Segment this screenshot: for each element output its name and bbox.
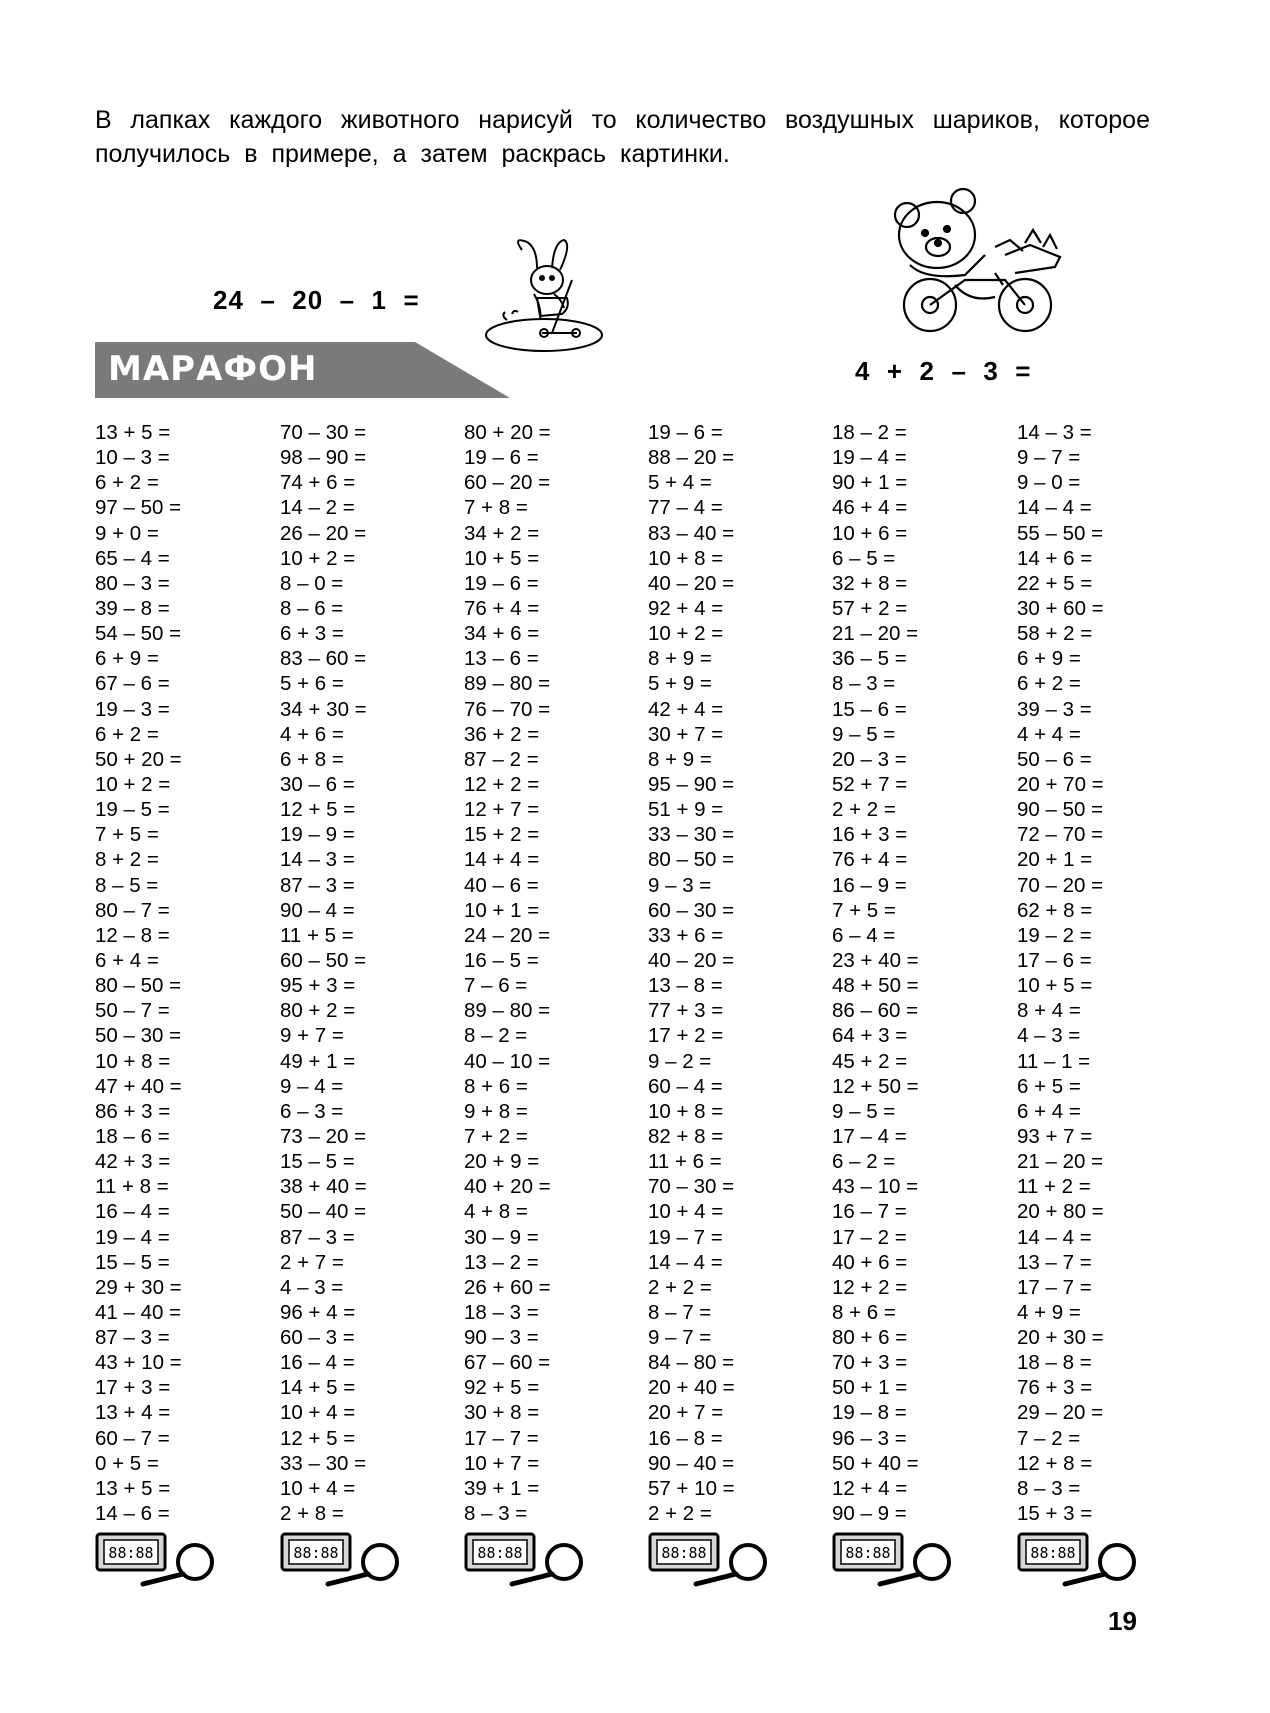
page-number: 19 bbox=[1108, 1606, 1137, 1636]
exercise: 8 + 2 = bbox=[95, 848, 159, 872]
exercise: 76 + 3 = bbox=[1017, 1376, 1093, 1400]
exercise: 20 + 40 = bbox=[648, 1376, 735, 1400]
exercise: 12 + 50 = bbox=[832, 1074, 919, 1098]
exercise: 14 – 6 = bbox=[95, 1502, 170, 1526]
exercise: 18 – 6 = bbox=[95, 1124, 170, 1148]
exercise: 50 + 1 = bbox=[832, 1376, 908, 1400]
exercise: 12 + 8 = bbox=[1017, 1451, 1093, 1475]
exercise: 0 + 5 = bbox=[95, 1451, 159, 1475]
exercise: 8 – 5 = bbox=[95, 873, 159, 897]
exercise: 15 + 3 = bbox=[1017, 1502, 1093, 1526]
exercise: 21 – 20 = bbox=[832, 622, 919, 646]
exercise: 40 – 20 = bbox=[648, 948, 735, 972]
exercise: 70 – 20 = bbox=[1017, 873, 1104, 897]
exercise: 9 – 7 = bbox=[1017, 446, 1081, 470]
exercise: 30 + 7 = bbox=[648, 722, 724, 746]
exercise: 16 – 5 = bbox=[464, 948, 539, 972]
exercise: 9 – 5 = bbox=[832, 722, 896, 746]
exercise: 20 + 7 = bbox=[648, 1401, 724, 1425]
exercise: 14 + 5 = bbox=[280, 1376, 356, 1400]
exercise: 50 – 40 = bbox=[280, 1200, 367, 1224]
exercise: 6 + 4 = bbox=[1017, 1099, 1081, 1123]
exercise: 13 + 4 = bbox=[95, 1401, 171, 1425]
exercise: 90 – 4 = bbox=[280, 898, 355, 922]
exercise: 7 + 2 = bbox=[464, 1124, 528, 1148]
exercise: 76 + 4 = bbox=[464, 596, 540, 620]
exercise: 9 + 8 = bbox=[464, 1099, 528, 1123]
exercise: 43 + 10 = bbox=[95, 1351, 182, 1375]
exercise: 8 – 0 = bbox=[280, 571, 344, 595]
exercise: 8 + 6 = bbox=[464, 1074, 528, 1098]
stopwatch-magnifier-icon bbox=[1017, 1532, 1142, 1587]
exercise: 49 + 1 = bbox=[280, 1049, 356, 1073]
exercise: 39 + 1 = bbox=[464, 1476, 540, 1500]
exercise: 76 + 4 = bbox=[832, 848, 908, 872]
exercise: 4 + 6 = bbox=[280, 722, 344, 746]
stopwatch-magnifier-icon bbox=[648, 1532, 773, 1587]
exercise: 4 – 3 = bbox=[280, 1275, 344, 1299]
exercise: 8 + 9 = bbox=[648, 647, 712, 671]
exercise: 41 – 40 = bbox=[95, 1300, 182, 1324]
exercise: 14 – 4 = bbox=[648, 1250, 723, 1274]
exercise: 57 + 10 = bbox=[648, 1476, 735, 1500]
exercise: 19 – 4 = bbox=[832, 446, 907, 470]
svg-text:88:88: 88:88 bbox=[477, 1544, 523, 1562]
bear-task: 4 + 2 – 3 = bbox=[855, 356, 1032, 386]
exercise: 8 + 4 = bbox=[1017, 999, 1081, 1023]
exercise: 95 + 3 = bbox=[280, 974, 356, 998]
exercise: 9 – 2 = bbox=[648, 1049, 712, 1073]
exercise: 14 – 2 = bbox=[280, 496, 355, 520]
exercise-column-5 bbox=[832, 420, 1012, 1526]
exercise: 12 + 2 = bbox=[832, 1275, 908, 1299]
exercise: 23 + 40 = bbox=[832, 948, 919, 972]
exercise: 87 – 2 = bbox=[464, 747, 539, 771]
exercise: 2 + 2 = bbox=[648, 1502, 712, 1526]
exercise: 62 + 8 = bbox=[1017, 898, 1093, 922]
exercise: 98 – 90 = bbox=[280, 446, 367, 470]
exercise: 92 + 5 = bbox=[464, 1376, 540, 1400]
exercise: 74 + 6 = bbox=[280, 471, 356, 495]
exercise: 26 – 20 = bbox=[280, 521, 367, 545]
exercise: 77 + 3 = bbox=[648, 999, 724, 1023]
exercise: 40 + 6 = bbox=[832, 1250, 908, 1274]
exercise: 12 + 5 = bbox=[280, 1426, 356, 1450]
exercise: 8 + 6 = bbox=[832, 1300, 896, 1324]
exercise: 6 + 9 = bbox=[1017, 647, 1081, 671]
exercise: 30 + 8 = bbox=[464, 1401, 540, 1425]
exercise: 36 + 2 = bbox=[464, 722, 540, 746]
exercise: 15 – 5 = bbox=[280, 1150, 355, 1174]
svg-text:88:88: 88:88 bbox=[845, 1544, 891, 1562]
exercise: 87 – 3 = bbox=[280, 873, 355, 897]
exercise: 6 – 5 = bbox=[832, 546, 896, 570]
section-title: МАРАФОН bbox=[108, 349, 318, 389]
exercise: 50 – 7 = bbox=[95, 999, 170, 1023]
exercise: 17 – 7 = bbox=[1017, 1275, 1092, 1299]
exercise: 9 – 5 = bbox=[832, 1099, 896, 1123]
exercise: 6 + 3 = bbox=[280, 622, 344, 646]
exercise: 13 – 7 = bbox=[1017, 1250, 1092, 1274]
exercise: 18 – 3 = bbox=[464, 1300, 539, 1324]
exercise: 6 – 4 = bbox=[832, 923, 896, 947]
exercise: 17 – 4 = bbox=[832, 1124, 907, 1148]
exercise: 83 – 40 = bbox=[648, 521, 735, 545]
exercise: 96 + 4 = bbox=[280, 1300, 356, 1324]
exercise: 70 + 3 = bbox=[832, 1351, 908, 1375]
exercise: 86 + 3 = bbox=[95, 1099, 171, 1123]
exercise: 58 + 2 = bbox=[1017, 622, 1093, 646]
exercise: 9 + 0 = bbox=[95, 521, 159, 545]
exercise: 34 + 30 = bbox=[280, 697, 367, 721]
svg-text:88:88: 88:88 bbox=[293, 1544, 339, 1562]
exercise: 80 – 3 = bbox=[95, 571, 170, 595]
exercise: 38 + 40 = bbox=[280, 1175, 367, 1199]
exercise: 17 – 2 = bbox=[832, 1225, 907, 1249]
exercise: 8 – 6 = bbox=[280, 596, 344, 620]
exercise: 89 – 80 = bbox=[464, 672, 551, 696]
exercise: 90 – 50 = bbox=[1017, 798, 1104, 822]
exercise: 8 – 3 = bbox=[464, 1502, 528, 1526]
exercise: 43 – 10 = bbox=[832, 1175, 919, 1199]
exercise: 10 – 3 = bbox=[95, 446, 170, 470]
exercise: 12 + 2 = bbox=[464, 772, 540, 796]
exercise: 8 – 7 = bbox=[648, 1300, 712, 1324]
exercise: 4 + 4 = bbox=[1017, 722, 1081, 746]
exercise: 80 + 2 = bbox=[280, 999, 356, 1023]
exercise: 80 + 20 = bbox=[464, 421, 551, 444]
exercise: 20 + 80 = bbox=[1017, 1200, 1104, 1224]
exercise: 42 + 4 = bbox=[648, 697, 724, 721]
exercise: 50 + 20 = bbox=[95, 747, 182, 771]
exercise: 14 – 4 = bbox=[1017, 1225, 1092, 1249]
exercise: 13 + 5 = bbox=[95, 421, 171, 444]
exercise: 36 – 5 = bbox=[832, 647, 907, 671]
exercise: 39 – 3 = bbox=[1017, 697, 1092, 721]
exercise: 13 + 5 = bbox=[95, 1476, 171, 1500]
exercise: 11 + 6 = bbox=[648, 1150, 722, 1174]
exercise: 19 – 4 = bbox=[95, 1225, 170, 1249]
exercise: 16 + 3 = bbox=[832, 823, 908, 847]
exercise: 39 – 8 = bbox=[95, 596, 170, 620]
exercise: 19 – 7 = bbox=[648, 1225, 723, 1249]
exercise: 64 + 3 = bbox=[832, 1024, 908, 1048]
exercise: 55 – 50 = bbox=[1017, 521, 1104, 545]
exercise: 4 + 9 = bbox=[1017, 1300, 1081, 1324]
exercise: 22 + 5 = bbox=[1017, 571, 1093, 595]
stopwatch-magnifier-icon bbox=[280, 1532, 405, 1587]
exercise: 17 – 6 = bbox=[1017, 948, 1092, 972]
exercise: 86 – 60 = bbox=[832, 999, 919, 1023]
svg-text:88:88: 88:88 bbox=[1030, 1544, 1076, 1562]
exercise: 90 + 1 = bbox=[832, 471, 908, 495]
exercise: 8 – 3 = bbox=[1017, 1476, 1081, 1500]
stopwatch-magnifier-icon bbox=[832, 1532, 957, 1587]
exercise: 5 + 4 = bbox=[648, 471, 712, 495]
exercise: 10 + 8 = bbox=[95, 1049, 171, 1073]
exercise: 16 – 4 = bbox=[280, 1351, 355, 1375]
exercise: 16 – 4 = bbox=[95, 1200, 170, 1224]
exercise: 80 – 50 = bbox=[95, 974, 182, 998]
exercise: 6 + 2 = bbox=[95, 471, 159, 495]
exercise: 17 – 7 = bbox=[464, 1426, 539, 1450]
exercise: 17 + 2 = bbox=[648, 1024, 724, 1048]
exercise: 50 + 40 = bbox=[832, 1451, 919, 1475]
exercise: 89 – 80 = bbox=[464, 999, 551, 1023]
exercise: 8 + 9 = bbox=[648, 747, 712, 771]
exercise: 10 + 4 = bbox=[280, 1401, 356, 1425]
exercise: 9 – 7 = bbox=[648, 1326, 712, 1350]
exercise: 33 – 30 = bbox=[280, 1451, 367, 1475]
exercise: 12 + 4 = bbox=[832, 1476, 908, 1500]
exercise: 32 + 8 = bbox=[832, 571, 908, 595]
exercise: 26 + 60 = bbox=[464, 1275, 551, 1299]
exercise: 6 – 2 = bbox=[832, 1150, 896, 1174]
exercise: 83 – 60 = bbox=[280, 647, 367, 671]
exercise: 19 – 6 = bbox=[464, 571, 539, 595]
exercise: 14 – 3 = bbox=[1017, 421, 1092, 444]
exercise: 8 – 2 = bbox=[464, 1024, 528, 1048]
exercise: 20 + 9 = bbox=[464, 1150, 540, 1174]
exercise: 16 – 8 = bbox=[648, 1426, 723, 1450]
exercise: 5 + 6 = bbox=[280, 672, 344, 696]
exercise: 82 + 8 = bbox=[648, 1124, 724, 1148]
exercise: 8 – 3 = bbox=[832, 672, 896, 696]
exercise: 90 – 9 = bbox=[832, 1502, 907, 1526]
exercise: 33 + 6 = bbox=[648, 923, 724, 947]
exercise: 4 + 8 = bbox=[464, 1200, 528, 1224]
exercise: 13 – 2 = bbox=[464, 1250, 539, 1274]
exercise: 12 + 5 = bbox=[280, 798, 356, 822]
bunny-task: 24 – 20 – 1 = bbox=[213, 285, 420, 315]
exercise: 97 – 50 = bbox=[95, 496, 182, 520]
exercise: 2 + 8 = bbox=[280, 1502, 344, 1526]
exercise: 6 + 2 = bbox=[1017, 672, 1081, 696]
exercise: 19 – 5 = bbox=[95, 798, 170, 822]
exercise: 72 – 70 = bbox=[1017, 823, 1104, 847]
exercise: 11 + 2 = bbox=[1017, 1175, 1091, 1199]
exercise: 4 – 3 = bbox=[1017, 1024, 1081, 1048]
exercise: 70 – 30 = bbox=[280, 421, 367, 444]
exercise: 24 – 20 = bbox=[464, 923, 551, 947]
exercise: 6 + 2 = bbox=[95, 722, 159, 746]
exercise: 60 – 30 = bbox=[648, 898, 735, 922]
exercise: 12 – 8 = bbox=[95, 923, 170, 947]
exercise-column-6 bbox=[1017, 420, 1197, 1526]
exercise: 20 + 1 = bbox=[1017, 848, 1093, 872]
exercise: 40 – 20 = bbox=[648, 571, 735, 595]
exercise: 14 + 6 = bbox=[1017, 546, 1093, 570]
exercise: 10 + 2 = bbox=[648, 622, 724, 646]
exercise: 11 + 8 = bbox=[95, 1175, 169, 1199]
exercise: 9 – 3 = bbox=[648, 873, 712, 897]
exercise: 6 + 8 = bbox=[280, 747, 344, 771]
exercise-column-4 bbox=[648, 420, 828, 1526]
exercise-column-2 bbox=[280, 420, 460, 1526]
exercise: 42 + 3 = bbox=[95, 1150, 171, 1174]
exercise: 90 – 3 = bbox=[464, 1326, 539, 1350]
exercise: 30 + 60 = bbox=[1017, 596, 1104, 620]
exercise: 7 + 8 = bbox=[464, 496, 528, 520]
exercise: 20 + 70 = bbox=[1017, 772, 1104, 796]
exercise: 52 + 7 = bbox=[832, 772, 908, 796]
bear-motorcycle-picture bbox=[885, 185, 1075, 350]
exercise: 73 – 20 = bbox=[280, 1124, 367, 1148]
exercise: 34 + 2 = bbox=[464, 521, 540, 545]
exercise: 60 – 3 = bbox=[280, 1326, 355, 1350]
exercise: 70 – 30 = bbox=[648, 1175, 735, 1199]
exercise-column-1 bbox=[95, 420, 275, 1526]
exercise: 19 – 9 = bbox=[280, 823, 355, 847]
exercise: 84 – 80 = bbox=[648, 1351, 735, 1375]
exercise: 17 + 3 = bbox=[95, 1376, 171, 1400]
exercise: 51 + 9 = bbox=[648, 798, 724, 822]
exercise: 10 + 8 = bbox=[648, 546, 724, 570]
exercise: 10 + 1 = bbox=[464, 898, 540, 922]
exercise: 6 – 3 = bbox=[280, 1099, 344, 1123]
stopwatch-magnifier-icon bbox=[464, 1532, 589, 1587]
exercise: 90 – 40 = bbox=[648, 1451, 735, 1475]
exercise: 45 + 2 = bbox=[832, 1049, 908, 1073]
exercise: 16 – 7 = bbox=[832, 1200, 907, 1224]
exercise: 40 – 10 = bbox=[464, 1049, 551, 1073]
exercise: 14 + 4 = bbox=[464, 848, 540, 872]
exercise: 6 + 5 = bbox=[1017, 1074, 1081, 1098]
exercise: 95 – 90 = bbox=[648, 772, 735, 796]
exercise: 12 + 7 = bbox=[464, 798, 540, 822]
exercise: 54 – 50 = bbox=[95, 622, 182, 646]
exercise: 10 + 2 = bbox=[280, 546, 356, 570]
exercise: 29 + 30 = bbox=[95, 1275, 182, 1299]
exercise: 2 + 7 = bbox=[280, 1250, 344, 1274]
exercise: 10 + 4 = bbox=[648, 1200, 724, 1224]
stopwatch-magnifier-icon bbox=[95, 1532, 220, 1587]
instruction-text: В лапках каждого животного нарисуй то количество воздушных шариков, которое получилось в примере, а затем раскрась картинки. bbox=[95, 106, 1150, 168]
exercise: 33 – 30 = bbox=[648, 823, 735, 847]
exercise: 77 – 4 = bbox=[648, 496, 723, 520]
exercise: 21 – 20 = bbox=[1017, 1150, 1104, 1174]
exercise: 19 – 2 = bbox=[1017, 923, 1092, 947]
exercise: 6 + 9 = bbox=[95, 647, 159, 671]
exercise: 10 + 2 = bbox=[95, 772, 171, 796]
exercise: 10 + 5 = bbox=[464, 546, 540, 570]
exercise: 9 + 7 = bbox=[280, 1024, 344, 1048]
exercise: 10 + 8 = bbox=[648, 1099, 724, 1123]
exercise: 60 – 50 = bbox=[280, 948, 367, 972]
exercise: 29 – 20 = bbox=[1017, 1401, 1104, 1425]
exercise: 19 – 6 = bbox=[648, 421, 723, 444]
exercise: 30 – 9 = bbox=[464, 1225, 539, 1249]
exercise: 15 – 6 = bbox=[832, 697, 907, 721]
exercise: 88 – 20 = bbox=[648, 446, 735, 470]
exercise: 60 – 20 = bbox=[464, 471, 551, 495]
exercise: 10 + 4 = bbox=[280, 1476, 356, 1500]
exercise: 19 – 8 = bbox=[832, 1401, 907, 1425]
exercise: 2 + 2 = bbox=[832, 798, 896, 822]
exercise: 7 + 5 = bbox=[95, 823, 159, 847]
exercise: 34 + 6 = bbox=[464, 622, 540, 646]
exercise: 16 – 9 = bbox=[832, 873, 907, 897]
exercise: 50 – 6 = bbox=[1017, 747, 1092, 771]
exercise: 40 – 6 = bbox=[464, 873, 539, 897]
svg-text:88:88: 88:88 bbox=[661, 1544, 707, 1562]
exercise: 14 – 3 = bbox=[280, 848, 355, 872]
exercise: 18 – 8 = bbox=[1017, 1351, 1092, 1375]
exercise: 50 – 30 = bbox=[95, 1024, 182, 1048]
exercise-column-3 bbox=[464, 420, 644, 1526]
exercise: 57 + 2 = bbox=[832, 596, 908, 620]
exercise: 15 – 5 = bbox=[95, 1250, 170, 1274]
exercise: 67 – 6 = bbox=[95, 672, 170, 696]
exercise: 76 – 70 = bbox=[464, 697, 551, 721]
exercise: 46 + 4 = bbox=[832, 496, 908, 520]
exercise: 11 – 1 = bbox=[1017, 1049, 1091, 1073]
exercise: 11 + 5 = bbox=[280, 923, 354, 947]
exercise: 80 + 6 = bbox=[832, 1326, 908, 1350]
exercise: 92 + 4 = bbox=[648, 596, 724, 620]
exercise: 48 + 50 = bbox=[832, 974, 919, 998]
exercise: 18 – 2 = bbox=[832, 421, 907, 444]
exercise: 19 – 3 = bbox=[95, 697, 170, 721]
exercise: 10 + 6 = bbox=[832, 521, 908, 545]
exercise: 10 + 7 = bbox=[464, 1451, 540, 1475]
exercise: 60 – 7 = bbox=[95, 1426, 170, 1450]
exercise: 9 – 0 = bbox=[1017, 471, 1081, 495]
svg-text:88:88: 88:88 bbox=[108, 1544, 154, 1562]
exercise: 60 – 4 = bbox=[648, 1074, 723, 1098]
exercise: 9 – 4 = bbox=[280, 1074, 344, 1098]
exercise: 87 – 3 = bbox=[95, 1326, 170, 1350]
exercise: 96 – 3 = bbox=[832, 1426, 907, 1450]
exercise: 80 – 7 = bbox=[95, 898, 170, 922]
exercise: 65 – 4 = bbox=[95, 546, 170, 570]
exercise: 13 – 8 = bbox=[648, 974, 723, 998]
exercise: 10 + 5 = bbox=[1017, 974, 1093, 998]
exercise: 30 – 6 = bbox=[280, 772, 355, 796]
exercise: 5 + 9 = bbox=[648, 672, 712, 696]
exercise: 7 + 5 = bbox=[832, 898, 896, 922]
exercise: 80 – 50 = bbox=[648, 848, 735, 872]
exercise: 20 – 3 = bbox=[832, 747, 907, 771]
exercise: 13 – 6 = bbox=[464, 647, 539, 671]
exercise: 2 + 2 = bbox=[648, 1275, 712, 1299]
exercise: 7 – 2 = bbox=[1017, 1426, 1081, 1450]
exercise: 87 – 3 = bbox=[280, 1225, 355, 1249]
exercise: 20 + 30 = bbox=[1017, 1326, 1104, 1350]
exercise: 67 – 60 = bbox=[464, 1351, 551, 1375]
exercise: 19 – 6 = bbox=[464, 446, 539, 470]
exercise: 93 + 7 = bbox=[1017, 1124, 1093, 1148]
exercise: 47 + 40 = bbox=[95, 1074, 182, 1098]
exercise: 6 + 4 = bbox=[95, 948, 159, 972]
exercise: 14 – 4 = bbox=[1017, 496, 1092, 520]
bunny-scooter-picture bbox=[482, 238, 612, 358]
exercise: 15 + 2 = bbox=[464, 823, 540, 847]
exercise: 40 + 20 = bbox=[464, 1175, 551, 1199]
exercise: 7 – 6 = bbox=[464, 974, 528, 998]
